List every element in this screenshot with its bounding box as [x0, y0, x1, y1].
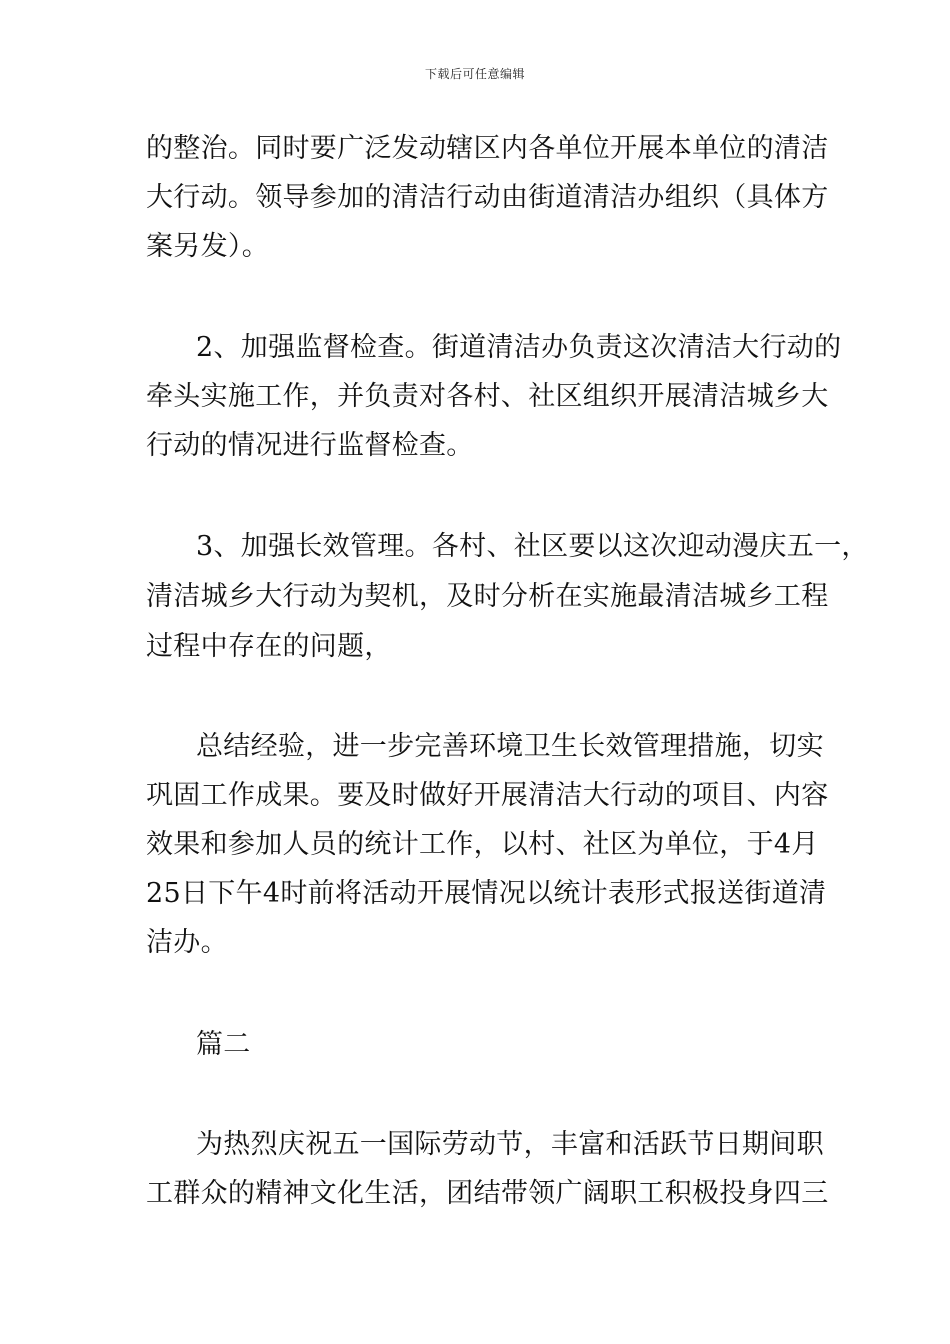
paragraph-line: 2、加强监督检查。街道清洁办负责这次清洁大行动的 — [196, 332, 842, 363]
section-heading: 篇二 — [196, 1029, 251, 1060]
paragraph-line: 为热烈庆祝五一国际劳动节，丰富和活跃节日期间职 — [196, 1129, 824, 1160]
paragraph-line: 25日下午4时前将活动开展情况以统计表形式报送街道清 — [146, 878, 827, 909]
paragraph-line: 3、加强长效管理。各村、社区要以这次迎动漫庆五一， — [196, 531, 869, 562]
page-header-note: 下载后可任意编辑 — [424, 67, 525, 81]
paragraph-line: 大行动。领导参加的清洁行动由街道清洁办组织（具体方 — [146, 182, 829, 213]
paragraph-line: 巩固工作成果。要及时做好开展清洁大行动的项目、内容 — [146, 780, 829, 811]
paragraph-line: 总结经验，进一步完善环境卫生长效管理措施，切实 — [196, 731, 824, 762]
paragraph-line: 行动的情况进行监督检查。 — [146, 430, 474, 461]
paragraph-line: 洁办。 — [146, 927, 228, 958]
paragraph-line: 的整治。同时要广泛发动辖区内各单位开展本单位的清洁 — [146, 133, 829, 164]
paragraph-line: 案另发）。 — [146, 231, 269, 262]
paragraph-line: 效果和参加人员的统计工作，以村、社区为单位，于4月 — [146, 829, 819, 860]
paragraph-line: 牵头实施工作，并负责对各村、社区组织开展清洁城乡大 — [146, 381, 829, 412]
paragraph-line: 清洁城乡大行动为契机，及时分析在实施最清洁城乡工程 — [146, 581, 829, 612]
paragraph-line: 过程中存在的问题， — [146, 631, 392, 662]
paragraph-line: 工群众的精神文化生活，团结带领广阔职工积极投身四三 — [146, 1178, 829, 1209]
